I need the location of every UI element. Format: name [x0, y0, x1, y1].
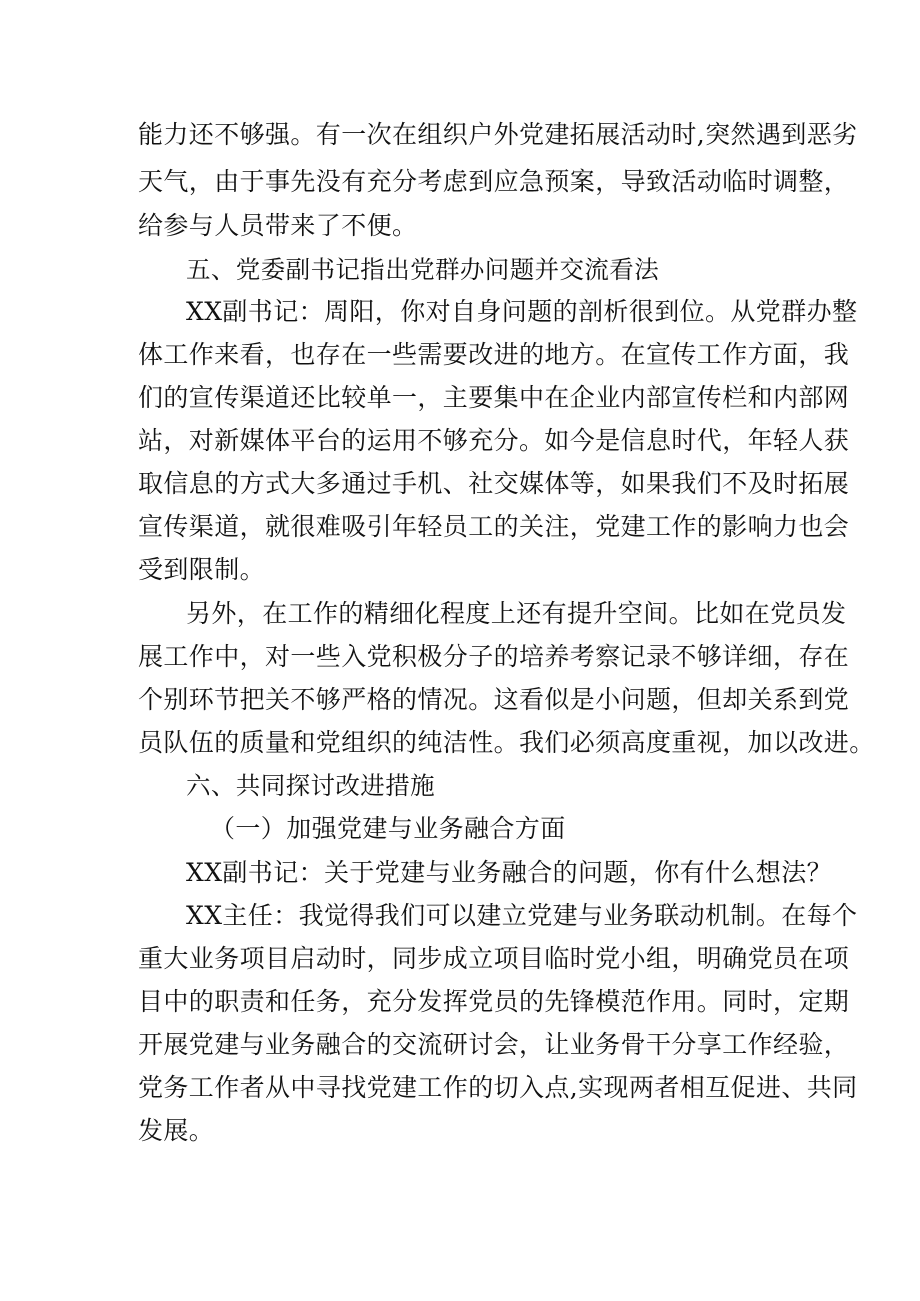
body-text-line: 开展党建与业务融合的交流研讨会，让业务骨干分享工作经验， — [138, 1030, 850, 1059]
body-text-line: 给参与人员带来了不便。 — [138, 211, 418, 240]
body-text-line: 们的宣传渠道还比较单一，主要集中在企业内部宣传栏和内部网 — [138, 383, 850, 412]
body-text-line: 站，对新媒体平台的运用不够充分。如今是信息时代，年轻人获 — [138, 426, 850, 455]
body-text-line: 发展。 — [138, 1116, 215, 1145]
body-text-line: 取信息的方式大多通过手机、社交媒体等，如果我们不及时拓展 — [138, 469, 850, 498]
body-text-line: XX主任：我觉得我们可以建立党建与业务联动机制。在每个 — [186, 901, 858, 930]
body-text-line: 能力还不够强。有一次在组织户外党建拓展活动时,突然遇到恶劣 — [138, 120, 858, 149]
section-heading-5: 五、党委副书记指出党群办问题并交流看法 — [186, 255, 660, 284]
body-text-line: 目中的职责和任务，充分发挥党员的先锋模范作用。同时，定期 — [138, 987, 850, 1016]
subsection-heading-1: （一）加强党建与业务融合方面 — [210, 814, 566, 843]
body-text-line: 天气，由于事先没有充分考虑到应急预案，导致活动临时调整， — [138, 167, 850, 196]
body-text-line: 体工作来看，也存在一些需要改进的地方。在宣传工作方面，我 — [138, 340, 850, 369]
body-text-line: 员队伍的质量和党组织的纯洁性。我们必须高度重视，加以改进。 — [138, 728, 875, 757]
body-text-line: 宣传渠道，就很难吸引年轻员工的关注，党建工作的影响力也会 — [138, 512, 850, 541]
section-heading-6: 六、共同探讨改进措施 — [186, 771, 435, 800]
body-text-line: XX副书记：关于党建与业务融合的问题，你有什么想法？ — [186, 858, 832, 887]
body-text-line: 受到限制。 — [138, 555, 266, 584]
body-text-line: 展工作中，对一些入党积极分子的培养考察记录不够详细，存在 — [138, 642, 850, 671]
body-text-line: 另外，在工作的精细化程度上还有提升空间。比如在党员发 — [186, 599, 847, 628]
body-text-line: 个别环节把关不够严格的情况。这看似是小问题，但却关系到党 — [138, 685, 850, 714]
body-text-line: 重大业务项目启动时，同步成立项目临时党小组，明确党员在项 — [138, 944, 850, 973]
body-text-line: XX副书记：周阳，你对自身问题的剖析很到位。从党群办整 — [186, 297, 858, 326]
body-text-line: 党务工作者从中寻找党建工作的切入点,实现两者相互促进、共同 — [138, 1073, 858, 1102]
